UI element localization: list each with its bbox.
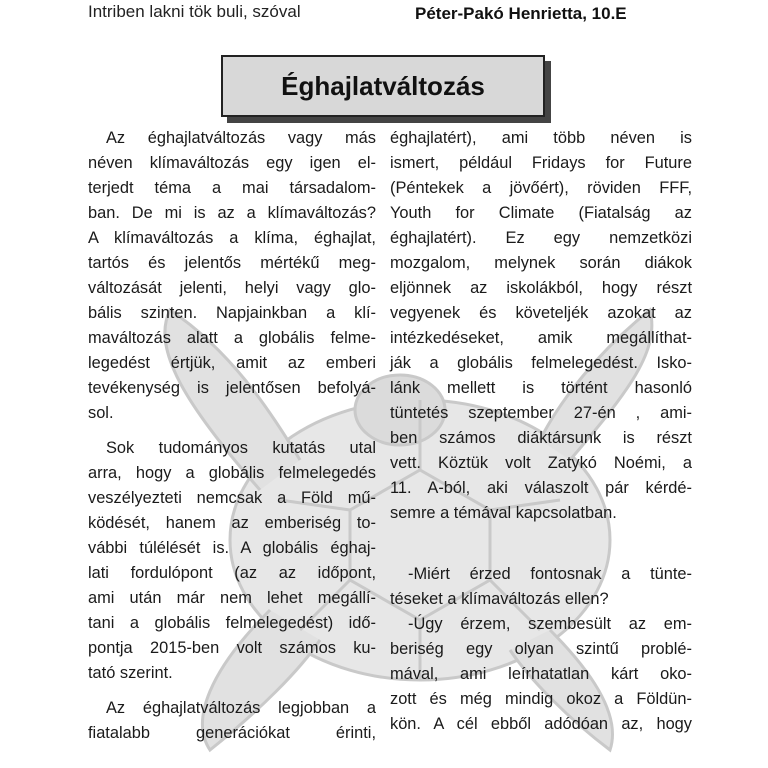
text-line: ben számos diáktársunk is részt	[390, 429, 692, 447]
text-line: mozgalom, melynek során diákok	[390, 254, 692, 272]
text-line: vett. Köztük volt Zatykó Noémi, a	[390, 454, 692, 472]
text-line: bális szinten. Napjainkban a klí-	[88, 304, 376, 322]
text-line: Az éghajlatváltozás legjobban a	[106, 699, 376, 717]
text-line: veszélyezteti nemcsak a Föld mű-	[88, 489, 376, 507]
text-line: eljönnek az iskolákból, hogy részt	[390, 279, 692, 297]
text-line: téseket a klímaváltozás ellen?	[390, 590, 609, 608]
text-line: ismert, például Fridays for Future	[390, 154, 692, 172]
text-line: ködését, hanem az emberiség to-	[88, 514, 376, 532]
paragraph	[88, 126, 376, 426]
text-line: beriség egy olyan szintű problé-	[390, 640, 692, 658]
text-line: (Péntekek a jövőért), röviden FFF,	[390, 179, 692, 197]
text-line: Sok tudományos kutatás utal	[106, 439, 376, 457]
author-byline: Péter-Pakó Henrietta, 10.E	[415, 4, 627, 23]
text-line: 11. A-ból, aki válaszolt pár kérdé-	[390, 479, 692, 497]
interview-question	[390, 562, 692, 612]
text-line: mával, ami leírhatatlan kárt oko-	[390, 665, 692, 683]
text-line: maváltozás alatt a globális felme-	[88, 329, 376, 347]
text-line: pontja 2015-ben volt számos ku-	[88, 639, 376, 657]
text-line: kön. A cél ebből adódóan az, hogy	[390, 715, 692, 733]
text-line: ban. De mi is az a klímaváltozás?	[88, 204, 376, 222]
text-line: lánk mellett is történt hasonló	[390, 379, 692, 397]
paragraph	[390, 126, 692, 526]
text-line: éghajlatért). Ez egy nemzetközi	[390, 229, 692, 247]
text-line: sol.	[88, 404, 114, 422]
left-column	[88, 126, 376, 746]
text-line: tüntetés szeptember 27-én , ami-	[390, 404, 692, 422]
text-line: Az éghajlatváltozás vagy más	[106, 129, 376, 147]
interview-answer	[390, 612, 692, 737]
text-line: fiatalabb generációkat érinti,	[88, 724, 376, 742]
text-line: zott és még mindig okoz a Földün-	[390, 690, 692, 708]
paragraph	[88, 696, 376, 746]
text-line: -Miért érzed fontosnak a tünte-	[408, 565, 692, 583]
text-line: Youth for Climate (Fiatalság az	[390, 204, 692, 222]
text-line: tartós és jelentős mértékű meg-	[88, 254, 376, 272]
right-column	[390, 126, 692, 737]
continued-text-line: Intriben lakni tök buli, szóval	[88, 2, 301, 21]
text-line: ami után már nem lehet megállí-	[88, 589, 376, 607]
text-line: arra, hogy a globális felmelegedés	[88, 464, 376, 482]
text-line: terjedt téma a mai társadalom-	[88, 179, 376, 197]
text-line: lati fordulópont (az az időpont,	[88, 564, 376, 582]
text-line: tani a globális felmelegedést) idő-	[88, 614, 376, 632]
text-line: változását jelenti, helyi vagy glo-	[88, 279, 376, 297]
text-line: legedést értjük, amit az emberi	[88, 354, 376, 372]
article-title: Éghajlatváltozás	[281, 70, 485, 101]
article-title-box	[221, 55, 545, 117]
text-line: vegyenek és követeljék azokat az	[390, 304, 692, 322]
text-line: ják a globális felmelegedést. Isko-	[390, 354, 692, 372]
text-line: néven klímaváltozás egy igen el-	[88, 154, 376, 172]
text-line: semre a témával kapcsolatban.	[390, 504, 617, 522]
text-line: vábbi túlélését is. A globális éghaj-	[88, 539, 376, 557]
text-line: tató szerint.	[88, 664, 173, 682]
text-line: -Úgy érzem, szembesült az em-	[408, 615, 692, 633]
text-line: tevékenység is jelentősen befolyá-	[88, 379, 376, 397]
text-line: intézkedéseket, amik megállíthat-	[390, 329, 692, 347]
paragraph	[88, 436, 376, 686]
text-line: éghajlatért), ami több néven is	[390, 129, 692, 147]
text-line: A klímaváltozás a klíma, éghajlat,	[88, 229, 376, 247]
